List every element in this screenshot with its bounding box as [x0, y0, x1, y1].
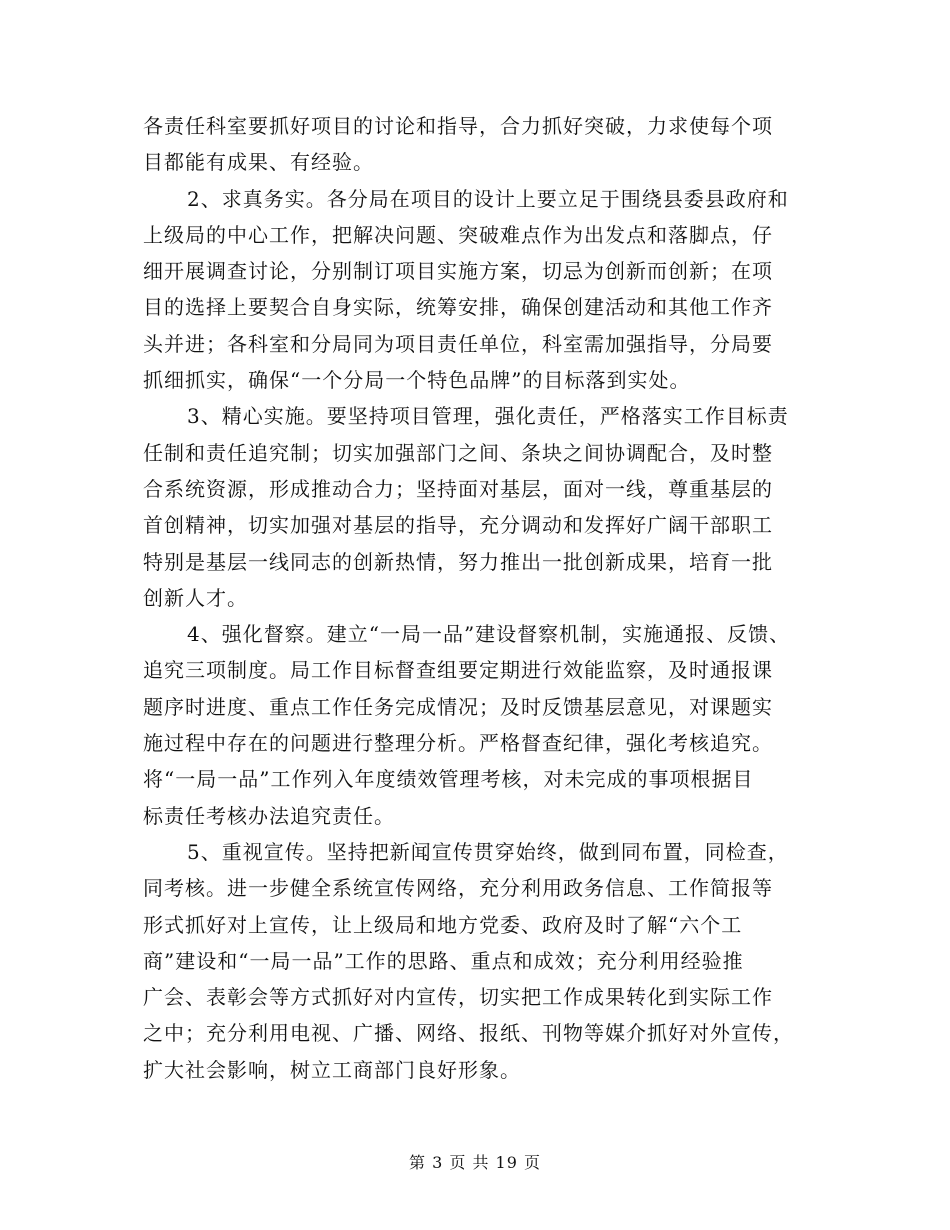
text-line: 扩大社会影响，树立工商部门良好形象。 [143, 1057, 521, 1082]
text-line: 5、重视宣传。坚持把新闻宣传贯穿始终，做到同布置，同检查， [187, 839, 789, 864]
text-line: 将“一局一品”工作列入年度绩效管理考核，对未完成的事项根据目 [143, 767, 754, 792]
text-line: 合系统资源，形成推动合力；坚持面对基层，面对一线，尊重基层的 [143, 476, 773, 501]
text-line: 2、求真务实。各分局在项目的设计上要立足于围绕县委县政府和 [187, 186, 789, 211]
text-line: 抓细抓实，确保“一个分局一个特色品牌”的目标落到实处。 [143, 368, 691, 393]
page-number-footer: 第 3 页 共 19 页 [409, 1153, 541, 1172]
text-line: 特别是基层一线同志的创新热情，努力推出一批创新成果，培育一批 [143, 549, 773, 574]
text-line: 之中；充分利用电视、广播、网络、报纸、刊物等媒介抓好对外宣传， [143, 1021, 794, 1046]
text-line: 目都能有成果、有经验。 [143, 150, 374, 175]
text-line: 创新人才。 [143, 585, 248, 610]
text-line: 广会、表彰会等方式抓好对内宣传，切实把工作成果转化到实际工作 [143, 985, 773, 1010]
text-line: 任制和责任追究制；切实加强部门之间、条块之间协调配合，及时整 [143, 440, 773, 465]
text-line: 首创精神，切实加强对基层的指导，充分调动和发挥好广阔干部职工 [143, 513, 773, 538]
text-line: 施过程中存在的问题进行整理分析。严格督查纪律，强化考核追究。 [143, 731, 773, 756]
text-line: 目的选择上要契合自身实际，统筹安排，确保创建活动和其他工作齐 [143, 295, 773, 320]
text-line: 题序时进度、重点工作任务完成情况；及时反馈基层意见，对课题实 [143, 694, 773, 719]
text-line: 3、精心实施。要坚持项目管理，强化责任，严格落实工作目标责 [187, 404, 789, 429]
text-line: 形式抓好对上宣传，让上级局和地方党委、政府及时了解“六个工 [143, 912, 743, 937]
text-line: 追究三项制度。局工作目标督查组要定期进行效能监察，及时通报课 [143, 658, 773, 683]
text-line: 细开展调查讨论，分别制订项目实施方案，切忌为创新而创新；在项 [143, 259, 773, 284]
text-line: 各责任科室要抓好项目的讨论和指导，合力抓好突破，力求使每个项 [143, 114, 773, 138]
text-line: 上级局的中心工作，把解决问题、突破难点作为出发点和落脚点，仔 [143, 222, 773, 247]
text-line: 同考核。进一步健全系统宣传网络，充分利用政务信息、工作简报等 [143, 876, 773, 901]
text-line: 头并进；各科室和分局同为项目责任单位，科室需加强指导，分局要 [143, 331, 773, 356]
text-line: 标责任考核办法追究责任。 [143, 803, 395, 828]
text-line: 4、强化督察。建立“一局一品”建设督察机制，实施通报、反馈、 [187, 622, 791, 647]
document-body [143, 108, 833, 1088]
text-line: 商”建设和“一局一品”工作的思路、重点和成效；充分利用经验推 [143, 948, 744, 973]
